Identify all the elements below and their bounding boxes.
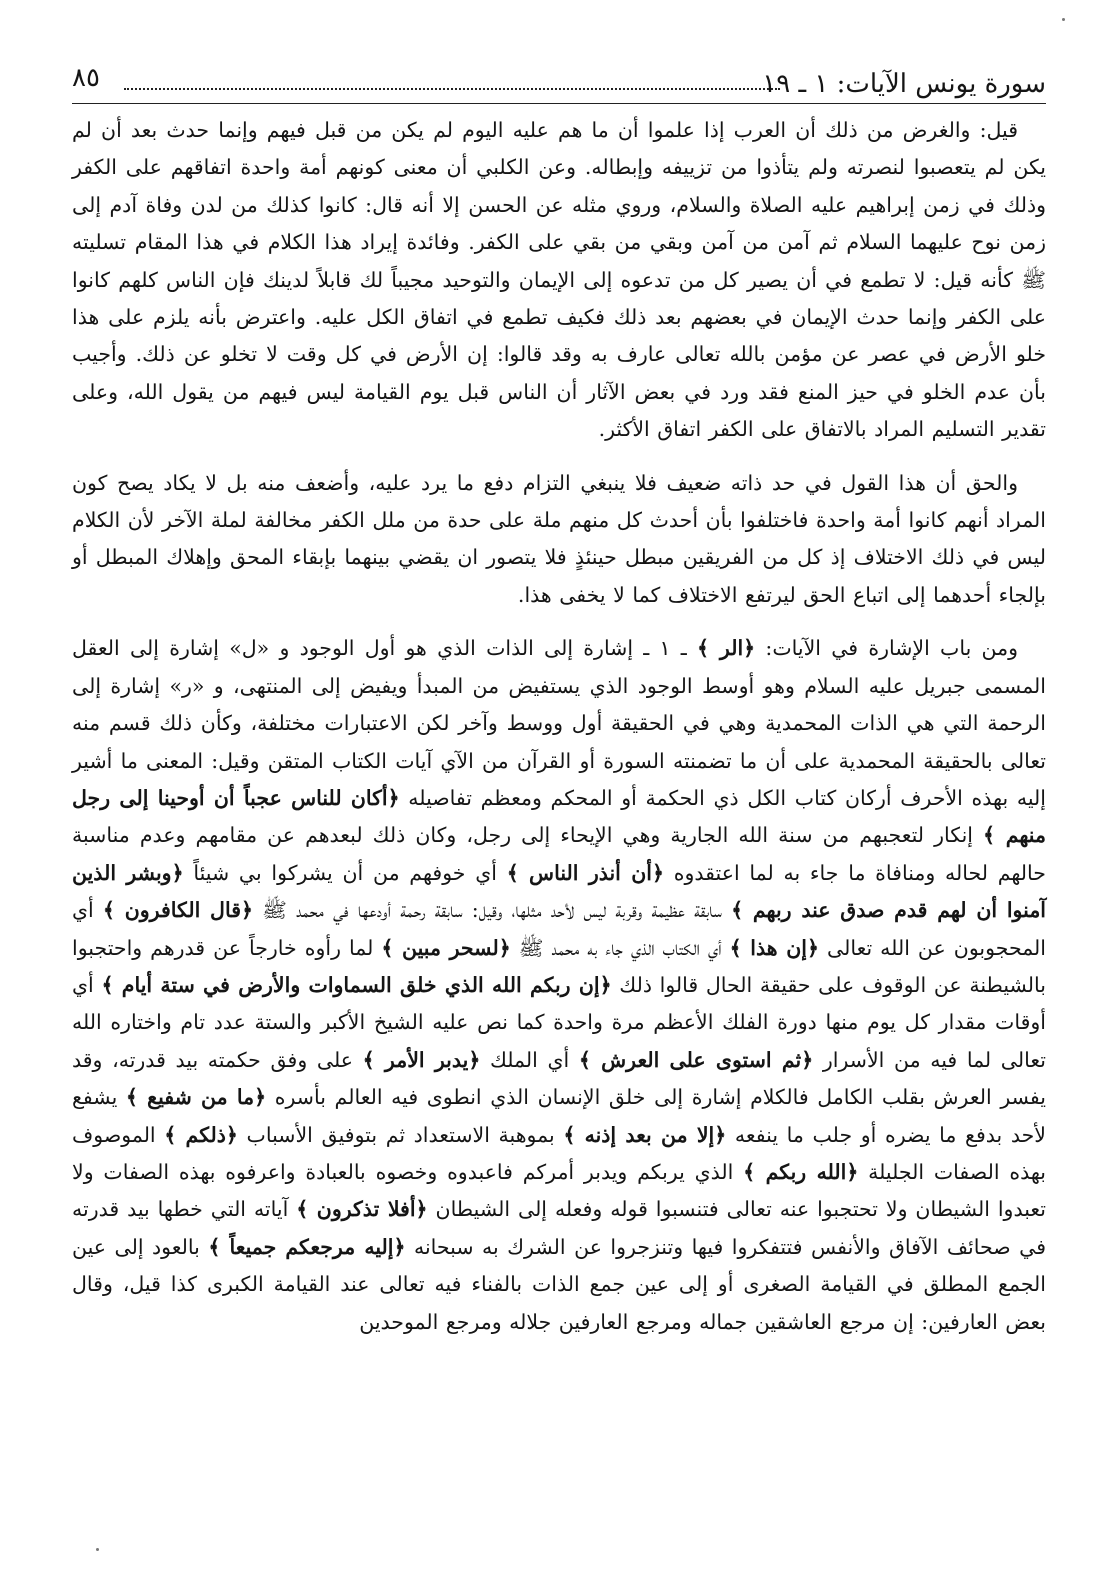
- commentary-text: أي الملك: [480, 1047, 579, 1072]
- header-dot-leader: [124, 80, 780, 90]
- quran-quote: ﴿ثم استوى على العرش ﴾: [578, 1047, 814, 1072]
- commentary-text: آياته التي خطها بيد قدرته في صحائف الآفاق والأنفس فتتفكروا فيها وتنزجروا عن الشرك به سبحانه: [72, 1197, 1046, 1259]
- quran-quote: ﴿يدبر الأمر ﴾: [362, 1047, 481, 1072]
- commentary-text: ـ ١ ـ إشارة إلى الذات الذي هو أول الوجود و «ل» إشارة إلى العقل المسمى جبريل عليه السلام وهو أوسط الوجود الذي يستفيض من المبدأ ويفيض إلى المنتهى، و «ر» إشارة إلى الرحمة التي هي الذات المحمدية وهي في الحقيقة أول ووسط وآخر لكن الاعتبارات مختلفة، وكأن ذلك قسم منه تعالى بالحقيقة المحمدية على أن ما تضمنته السورة أو القرآن من الآي آيات الكتاب المتقن وقيل: المعنى ما أشير إليه بهذه الأحرف أركان كتاب الكل ذي الحكمة أو المحكم ومعظم تفاصيله: [72, 636, 1046, 810]
- quran-quote: ﴿وبشر الذين آمنوا أن لهم قدم صدق عند ربهم ﴾: [72, 860, 1046, 923]
- quran-quote: ﴿إن هذا ﴾: [729, 935, 819, 960]
- quran-quote: ﴿الله ربكم ﴾: [743, 1159, 859, 1184]
- quran-quote: ﴿ذلكم ﴾: [164, 1122, 238, 1147]
- commentary-text: بالعود إلى عين الجمع المطلق في القيامة الصغرى أو إلى عين جمع الذات بالفناء فيه تعالى عند القيامة الكبرى كذا قيل، وقال بعض العارفين: إن مرجع العاشقين جماله ومرجع العارفين جلاله ومرجع الموحدين: [72, 1234, 1046, 1334]
- quran-quote: ﴿قال الكافرون ﴾: [102, 898, 254, 923]
- quran-quote: ﴿أفلا تذكرون ﴾: [296, 1197, 428, 1222]
- running-header: [72, 58, 1046, 104]
- commentary-text: سابقة عظيمة وقربة ليس لأحد مثلها، وقيل: سابقة رحمة أودعها في محمد ﷺ: [253, 898, 732, 923]
- quran-quote: ﴿ما من شفيع ﴾: [125, 1085, 267, 1110]
- commentary-text: أي المحجوبون عن الله تعالى: [72, 898, 1046, 960]
- commentary-text: أي أوقات مقدار كل يوم منها دورة الفلك الأعظم مرة واحدة كما نص عليه الشيخ الأكبر والستة عدد تام واختاره الله تعالى لما فيه من الأسرار: [72, 972, 1046, 1072]
- commentary-text: ومن باب الإشارة في الآيات:: [755, 636, 1018, 661]
- header-rule: [72, 103, 1046, 104]
- commentary-text: لما رأوه خارجاً عن قدرهم واحتجبوا بالشيطنة عن الوقوف على حقيقة الحال قالوا ذلك: [72, 935, 1047, 997]
- commentary-text: يشفع لأحد بدفع ما يضره أو جلب ما ينفعه: [72, 1085, 1046, 1147]
- commentary-text: أي الكتاب الذي جاء به محمد ﷺ: [510, 935, 730, 960]
- commentary-text: الموصوف بهذه الصفات الجليلة: [72, 1122, 1046, 1184]
- page-number: ٨٥: [72, 63, 100, 93]
- paragraph-3: [72, 630, 1046, 1341]
- body-text: [72, 112, 1046, 1357]
- quran-quote: ﴿إلا من بعد إذنه ﴾: [563, 1122, 727, 1147]
- commentary-text: على وفق حكمته بيد قدرته، وقد يفسر العرش بقلب الكامل فالكلام إشارة إلى خلق الإنسان الذي انطوى فيه العالم بأسره: [72, 1047, 1046, 1110]
- commentary-text: إنكار لتعجبهم من سنة الله الجارية وهي الإيحاء إلى رجل، وكان ذلك لبعدهم عن مقامهم وعدم مناسبة حالهم لحاله ومنافاة ما جاء به لما اعتقدوه: [72, 823, 1046, 885]
- quran-quote: ﴿إليه مرجعكم جميعاً ﴾: [208, 1234, 406, 1259]
- quran-quote: ﴿أن أنذر الناس ﴾: [506, 860, 665, 885]
- quran-quote: ﴿الر ﴾: [697, 636, 756, 661]
- running-title: سورة يونس الآيات: ١ ـ ١٩: [762, 69, 1046, 99]
- quran-quote: ﴿لسحر مبين ﴾: [381, 935, 511, 960]
- commentary-text: أي خوفهم من أن يشركوا بي شيئاً: [183, 860, 507, 885]
- paragraph-1: قيل: والغرض من ذلك أن العرب إذا علموا أن ما هم عليه اليوم لم يكن من قبل فيهم وإنما حدث بعد أن لم يكن لم يتعصبوا لنصرته ولم يتأذوا من تزييفه وإبطاله. وعن الكلبي أن معنى كونهم أمة واحدة اتفاقهم على الكفر وذلك في زمن إبراهيم عليه الصلاة والسلام، وروي مثله عن الحسن إلا أنه قال: كانوا كذلك من لدن وفاة آدم إلى زمن نوح عليهما السلام ثم آمن من آمن وبقي من بقي على الكفر. وفائدة إيراد هذا الكلام في هذا المقام تسليته ﷺ كأنه قيل: لا تطمع في أن يصير كل من تدعوه إلى الإيمان والتوحيد مجيباً لك قابلاً لدينك فإن الناس كلهم كانوا على الكفر وإنما حدث الإيمان في بعضهم بعد ذلك فكيف تطمع في اتفاق الكل عليه. واعترض بأنه يلزم على هذا خلو الأرض في عصر عن مؤمن بالله تعالى عارف به وقد قالوا: إن الأرض في كل وقت لا تخلو عن ذلك. وأجيب بأن عدم الخلو في حيز المنع فقد ورد في بعض الآثار أن الناس قبل يوم القيامة ليس فيهم من يقول الله، وعلى تقدير التسليم المراد بالاتفاق على الكفر اتفاق الأكثر.: [72, 118, 1046, 442]
- commentary-text: بموهبة الاستعداد ثم بتوفيق الأسباب: [237, 1122, 564, 1147]
- quran-quote: ﴿إن ربكم الله الذي خلق السماوات والأرض في ستة أيام ﴾: [101, 972, 612, 997]
- scan-dot: [1062, 18, 1065, 21]
- scan-dot: [96, 1548, 99, 1551]
- paragraph-2: والحق أن هذا القول في حد ذاته ضعيف فلا ينبغي التزام دفع ما يرد عليه، وأضعف منه بل لا يكاد يصح كون المراد أنهم كانوا أمة واحدة فاختلفوا بأن أحدث كل منهم ملة على حدة من ملل الكفر مخالفة لملة الآخر لأن الكلام ليس في ذلك الاختلاف إذ كل من الفريقين مبطل حينئذٍ فلا يتصور ان يقضي بينهما بإبقاء المحق وإهلاك المبطل أو بإلجاء أحدهما إلى اتباع الحق ليرتفع الاختلاف كما لا يخفى هذا.: [72, 470, 1046, 607]
- quran-quote: ﴿أكان للناس عجباً أن أوحينا إلى رجل منهم ﴾: [72, 785, 1046, 848]
- commentary-text: الذي يربكم ويدبر أمركم فاعبدوه وخصوه بالعبادة واعرفوه بهذه الصفات ولا تعبدوا الشيطان ولا تحتجبوا عنه تعالى فتنسبوا قوله وفعله إلى الشيطان: [72, 1159, 1046, 1222]
